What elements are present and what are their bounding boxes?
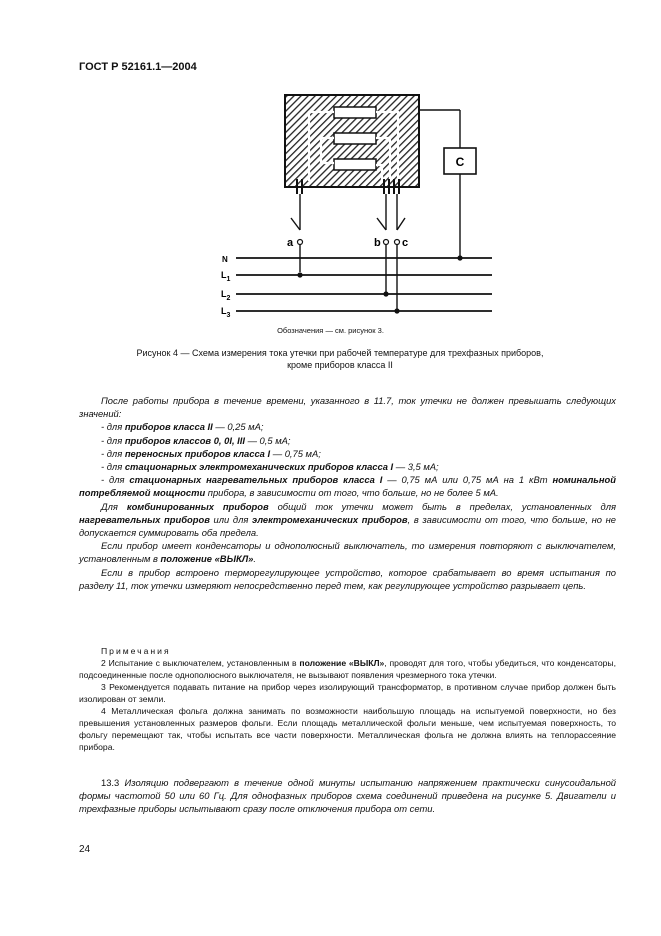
figure-caption bbox=[90, 347, 590, 371]
leakage-requirements bbox=[79, 394, 616, 592]
caption-line-2: кроме приборов класса II bbox=[287, 360, 393, 370]
line-n-label: N bbox=[222, 255, 228, 264]
combined-appliances-paragraph: Для комбинированных приборов общий ток утечки может быть в пределах, установленных для нагревательных приборов или для электромеханических приборов, в зависимости от того, что больше, но не допускается суммировать оба предела. bbox=[79, 500, 616, 539]
page-number: 24 bbox=[79, 844, 91, 855]
note-2: 2 Испытание с выключателем, установленным в положение «ВЫКЛ», проводят для того, чтобы убедиться, что конденсаторы, подсоединенные после однополюсного выключателя, не вызывают появления чрезмерного тока утечки. bbox=[79, 658, 616, 680]
intro-paragraph: После работы прибора в течение времени, указанного в 11.7, ток утечки не должен превышать следующих значений: bbox=[79, 395, 616, 420]
switch-c-label: c bbox=[402, 237, 409, 249]
line-l2-label: $L_2$ bbox=[221, 289, 231, 302]
section-number: 13.3 bbox=[101, 777, 120, 788]
notes-heading: Примечания bbox=[101, 646, 171, 656]
heating-element-1 bbox=[334, 107, 376, 118]
list-item: - для стационарных электромеханических приборов класса I — 3,5 мА; bbox=[101, 461, 439, 473]
line-l1-label: $L_1$ bbox=[221, 270, 231, 283]
list-item: - для переносных приборов класса I — 0,75 мА; bbox=[101, 447, 321, 459]
switch-b-label: b bbox=[374, 237, 381, 249]
capacitors-paragraph: Если прибор имеет конденсаторы и однополюсный выключатель, то измерения повторяют с выключателем, установленным в положение «ВЫКЛ». bbox=[79, 540, 616, 565]
document-header: ГОСТ Р 52161.1—2004 bbox=[79, 61, 197, 73]
heating-element-3 bbox=[334, 159, 376, 170]
section-13-3 bbox=[79, 776, 616, 816]
section-paragraph: 13.3 Изоляцию подвергают в течение одной минуты испытанию напряжением практически синусоидальной формы частотой 50 или 60 Гц. Для однофазных приборов схема соединений приведена на рисунке 5. Двигатели и трехфазные приборы испытывают сразу после отключения прибора от сети. bbox=[79, 777, 616, 815]
switch-a-label: a bbox=[287, 237, 294, 249]
line-l3-label: $L_3$ bbox=[221, 306, 231, 319]
heating-element-2 bbox=[334, 133, 376, 144]
note-4: 4 Металлическая фольга должна занимать по возможности наибольшую площадь на испытуемой поверхности, но без превышения установленных размеров фольги. Если площадь металлической фольги меньше, чем испытуемая поверхность, то фольгу перемещают так, чтобы испытать все части поверхности. Металлическая фольга не должна влиять на теплорассеяние прибора. bbox=[79, 706, 616, 752]
list-item: - для стационарных нагревательных приборов класса I — 0,75 мА или 0,75 мА на 1 кВт номинальной потребляемой мощности прибора, в зависимости от того, что больше, но не более 5 мА. bbox=[79, 474, 616, 499]
figure-note: Обозначения — см. рисунок 3. bbox=[277, 326, 384, 335]
thermostat-paragraph: Если в прибор встроено терморегулирующее устройство, которое срабатывает во время испытания по разделу 11, ток утечки измеряют непосредственно перед тем, как регулирующее устройство разрывает цепь. bbox=[79, 566, 616, 591]
caption-line-1: Рисунок 4 — Схема измерения тока утечки при рабочей температуре для трехфазных приборов, bbox=[136, 348, 544, 358]
list-item: - для приборов класса II — 0,25 мА; bbox=[101, 421, 264, 433]
note-3: 3 Рекомендуется подавать питание на прибор через изолирующий трансформатор, в противном случае прибор должен быть изолирован от земли. bbox=[79, 682, 616, 704]
list-item: - для приборов классов 0, 0I, III — 0,5 мА; bbox=[101, 434, 291, 446]
circuit-diagram bbox=[0, 0, 661, 330]
notes-block bbox=[79, 645, 616, 753]
meter-label: C bbox=[455, 155, 465, 169]
